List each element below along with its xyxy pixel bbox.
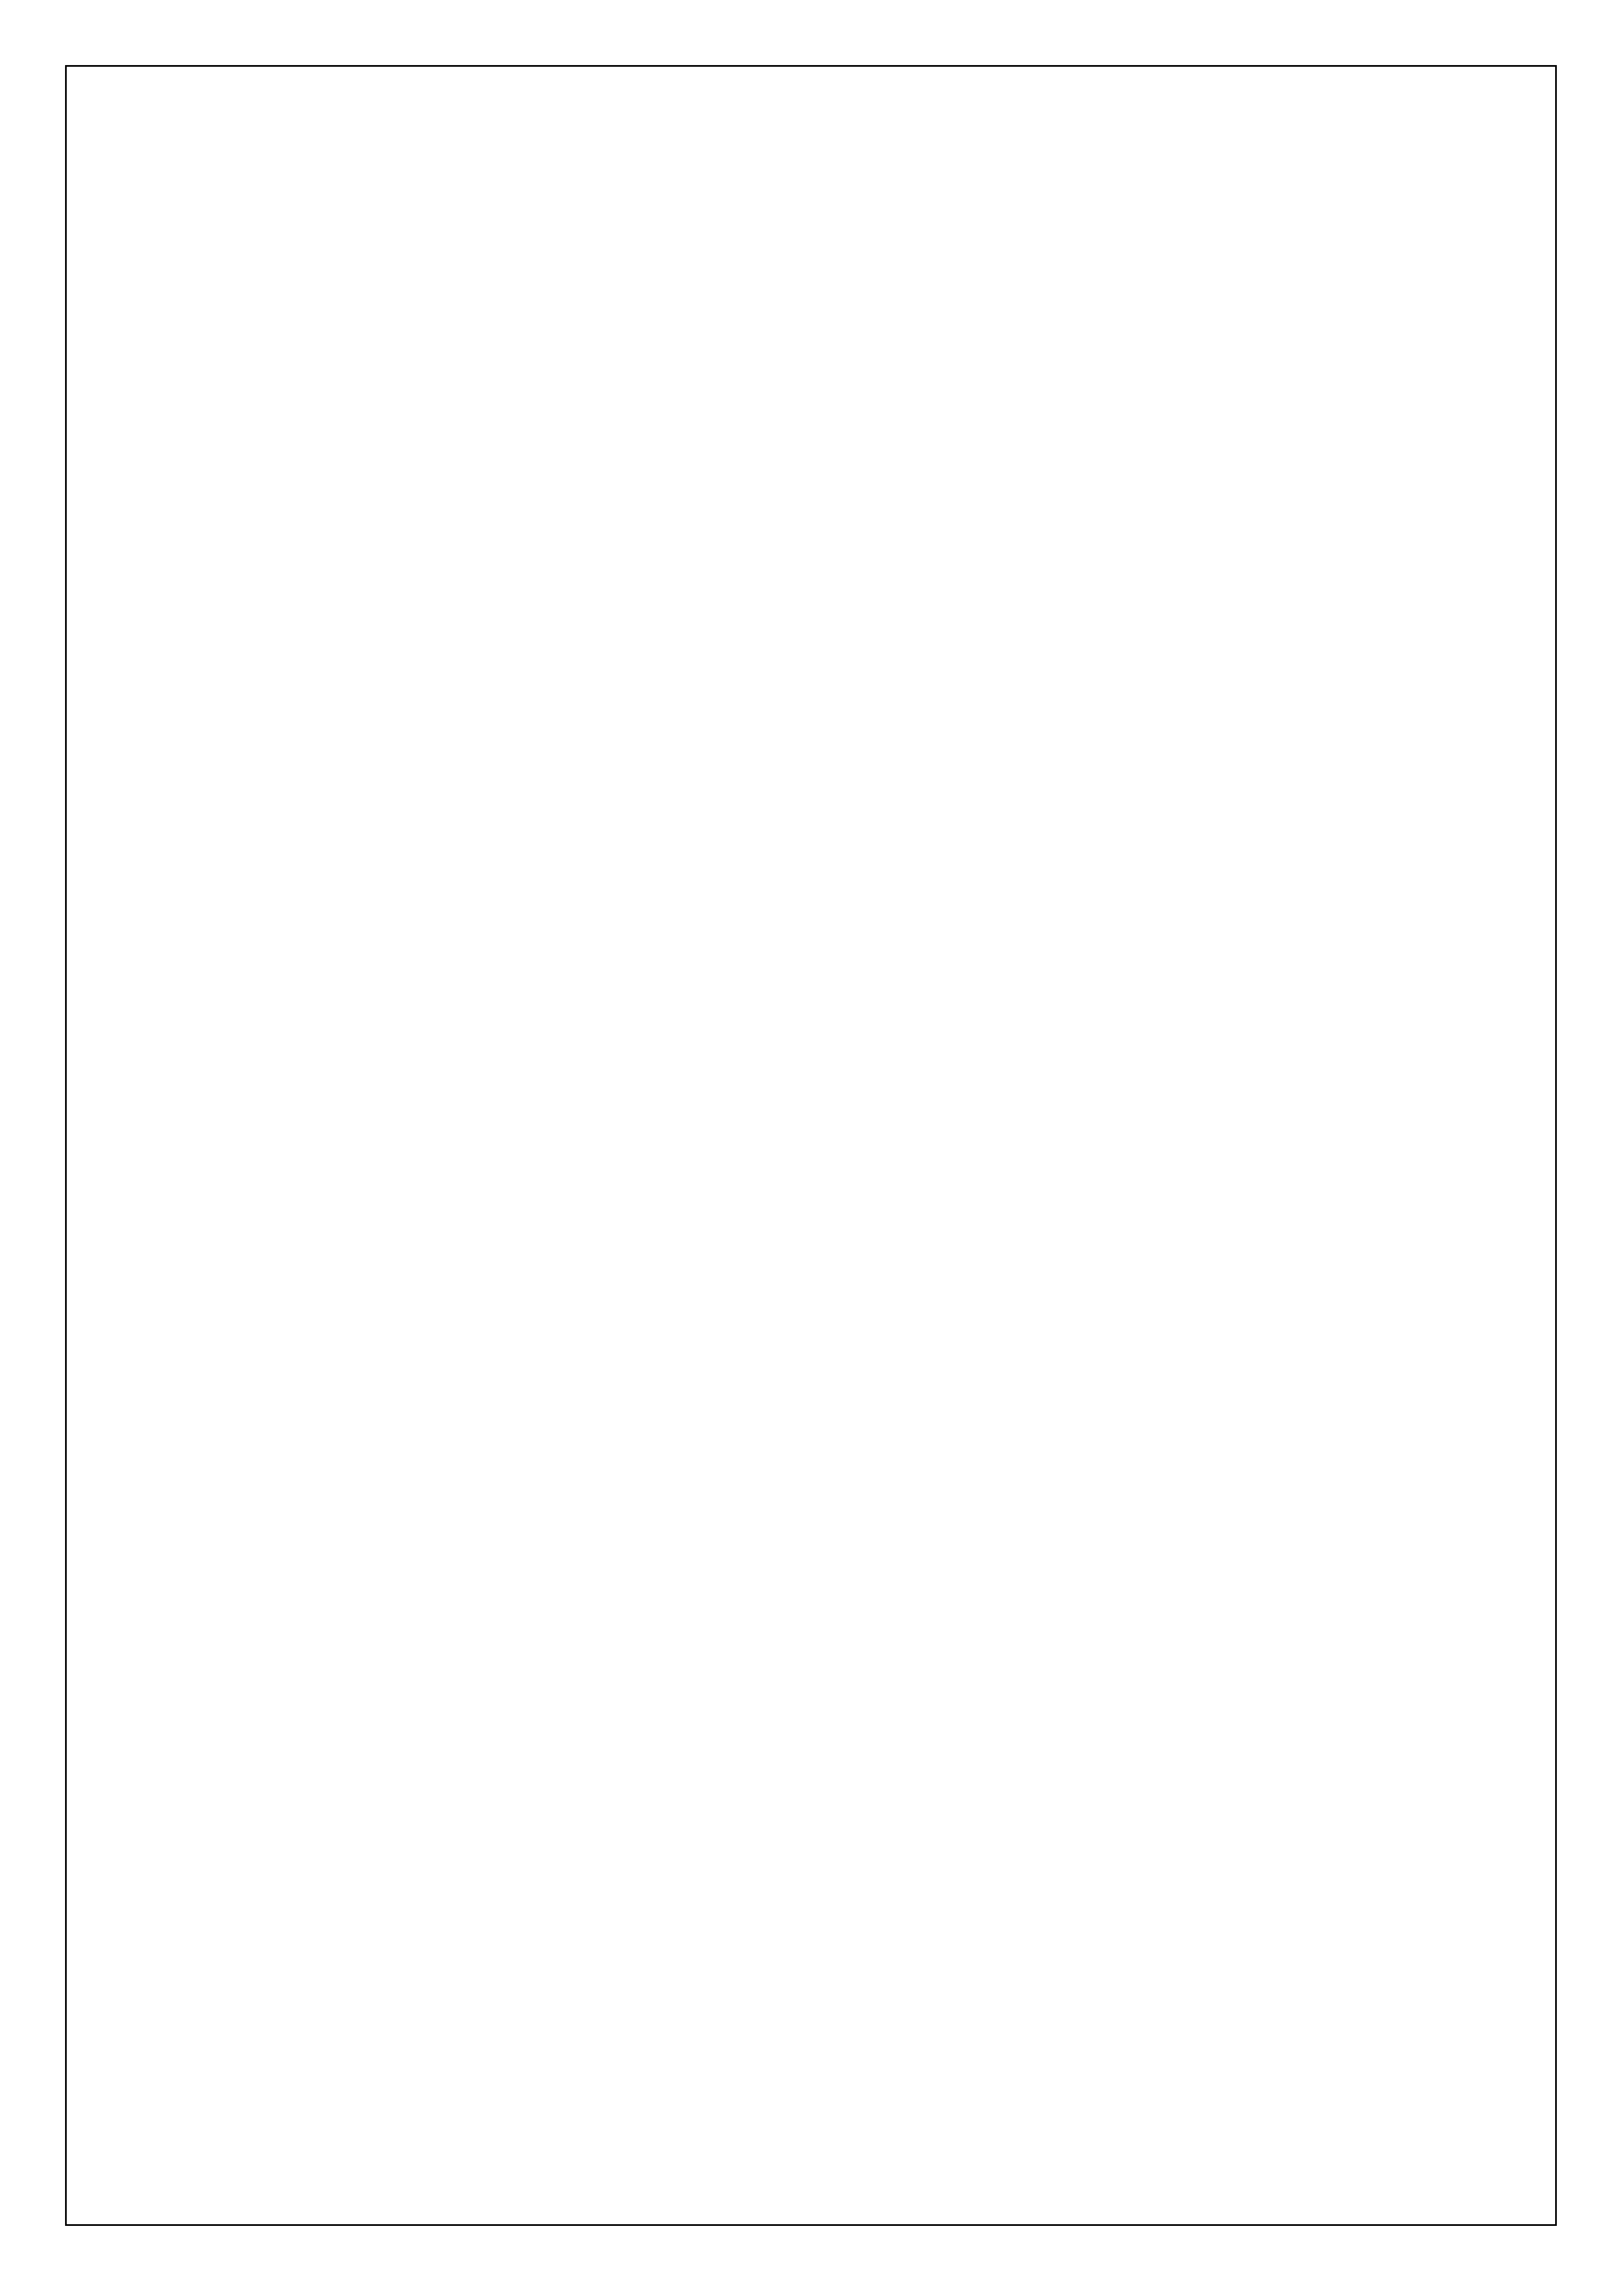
page-border xyxy=(65,65,1557,2226)
page-footer xyxy=(0,2101,1623,2134)
